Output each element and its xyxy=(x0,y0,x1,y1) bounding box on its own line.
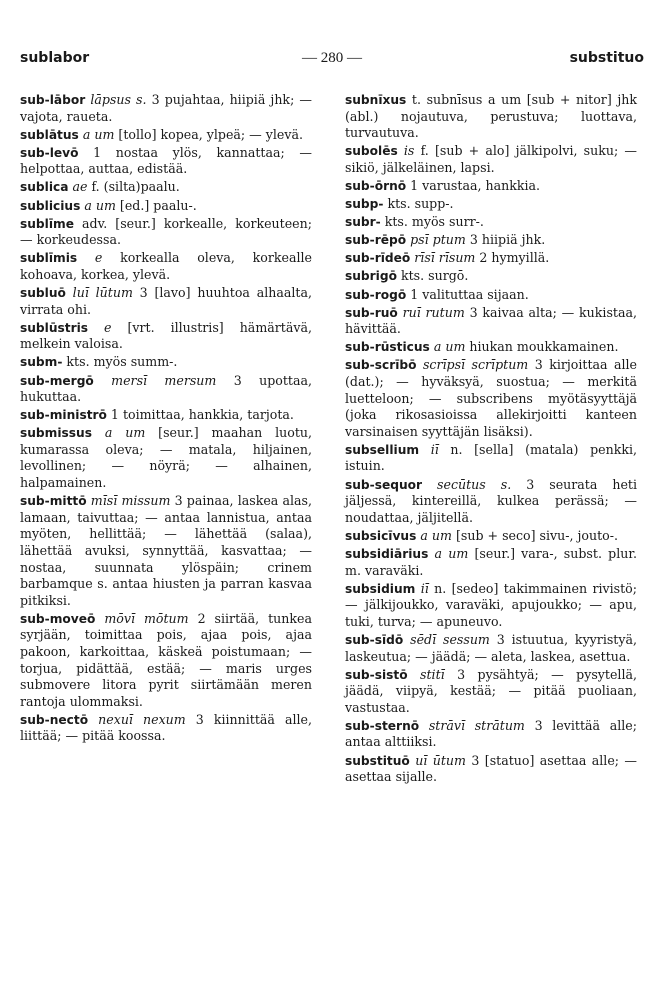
entry-forms: a um xyxy=(91,425,146,441)
entry-headword: sub-ōrnō xyxy=(345,178,407,193)
entry-forms: nexuī nexum xyxy=(88,711,186,727)
running-head-left: sublabor xyxy=(20,50,90,66)
left-column xyxy=(20,92,312,747)
entry-headword: sub-mergō xyxy=(20,373,94,388)
entry-forms: psī ptum xyxy=(406,232,466,248)
entry-definition: 3 hiipiä jhk. xyxy=(465,232,546,248)
entry-definition: n. [sedeo] takimmainen rivistö; — jälkijoukko, varaväki, apujoukko; — apu, tuki, turva; — apuneuvo. xyxy=(345,580,637,629)
dictionary-entry xyxy=(20,407,312,424)
entry-headword: sub-ministrō xyxy=(20,408,107,423)
entry-definition: 2 siirtää, tunkea syrjään, toimittaa pois, ajaa pois, ajaa pakoon, karkoittaa, käskeä poistumaan; — torjua, pidättää, estää; — maris urges submovere litora pyrit siirtämään meren rantoja ulommaksi. xyxy=(20,610,312,709)
entry-forms: stitī xyxy=(407,666,445,682)
entry-definition: [seur.] maahan luotu, kumarassa oleva; — matala, hiljainen, levollinen; — nöyrä; — alhainen, halpamainen. xyxy=(20,425,312,491)
entry-headword: sublīmis xyxy=(20,251,78,266)
entry-definition: 1 toimittaa, hankkia, tarjota. xyxy=(106,407,294,423)
entry-forms: is xyxy=(397,143,415,159)
dictionary-entry xyxy=(345,287,637,304)
running-head-right: substituo xyxy=(569,50,644,66)
entry-definition: kts. myös surr-. xyxy=(380,214,484,230)
entry-headword: substituō xyxy=(345,753,410,768)
entry-definition: 1 nostaa ylös, kannattaa; — helpottaa, auttaa, edistää. xyxy=(20,144,312,177)
dictionary-entry xyxy=(345,357,637,440)
entry-forms: rīsī rīsum xyxy=(410,250,476,266)
dictionary-entry xyxy=(345,92,637,142)
entry-forms: scrīpsī scrīptum xyxy=(416,357,529,373)
entry-definition: f. (silta)paalu. xyxy=(87,179,180,195)
entry-forms: a um xyxy=(78,126,115,142)
entry-headword: sub-lābor xyxy=(20,93,86,107)
page-number: — 280 — xyxy=(302,50,362,66)
dictionary-entry xyxy=(345,546,637,579)
dictionary-entry xyxy=(20,425,312,491)
entry-definition: 3 istuutua, kyyristyä, laskeutua; — jäädä; — aleta, laskea, asettua. xyxy=(345,631,637,664)
entry-definition: adv. [seur.] korkealle, korkeuteen; — korkeudessa. xyxy=(20,215,312,248)
entry-definition: 3 pysähtyä; — pysytellä, jäädä, viipyä, kestää; — pitää puoliaan, vastustaa. xyxy=(345,666,637,715)
entry-headword: sub-rūsticus xyxy=(345,340,430,355)
dictionary-entry xyxy=(345,667,637,717)
entry-forms: strāvī strātum xyxy=(419,717,525,733)
entry-forms: lāpsus s. xyxy=(85,92,147,107)
entry-headword: subm- xyxy=(20,355,63,370)
entry-headword: sub-scrībō xyxy=(345,358,417,373)
entry-headword: subr- xyxy=(345,215,381,230)
entry-definition: kts. myös summ-. xyxy=(62,354,178,370)
dictionary-entry xyxy=(345,178,637,195)
entry-definition: 1 valituttaa sijaan. xyxy=(406,286,529,302)
entry-forms: iī xyxy=(419,441,439,457)
entry-forms: mōvī mōtum xyxy=(95,610,189,626)
entry-headword: subsellium xyxy=(345,442,420,457)
dictionary-entry xyxy=(345,753,637,786)
dictionary-entry xyxy=(20,145,312,178)
entry-headword: sub-rogō xyxy=(345,287,407,302)
entry-headword: sublicius xyxy=(20,198,81,213)
entry-definition: 1 varustaa, hankkia. xyxy=(406,177,541,193)
dictionary-entry xyxy=(20,354,312,371)
dictionary-entry xyxy=(345,268,637,285)
entry-forms: a um xyxy=(429,339,466,355)
entry-definition: f. [sub + alo] jälkipolvi, suku; — sikiö, jälkeläinen, lapsi. xyxy=(345,143,637,175)
entry-definition: 3 levittää alle; antaa alttiiksi. xyxy=(345,717,637,750)
entry-forms: iī xyxy=(415,580,429,596)
entry-definition: [ed.] paalu-. xyxy=(115,197,197,213)
entry-definition: 3 [statuo] asettaa alle; — asettaa sijalle. xyxy=(345,752,638,785)
dictionary-entry xyxy=(345,581,637,631)
entry-definition: 3 kaivaa alta; — kukistaa, hävittää. xyxy=(345,304,637,337)
entry-headword: sub-sīdō xyxy=(345,632,404,647)
entry-forms: a um xyxy=(416,527,452,543)
entry-definition: korkealla oleva, korkealle kohoava, korkea, ylevä. xyxy=(20,250,312,282)
dictionary-entry xyxy=(345,718,637,751)
dictionary-entry xyxy=(20,712,312,745)
entry-definition: [seur.] vara-, subst. plur. m. varaväki. xyxy=(345,545,637,578)
entry-headword: sub-rīdeō xyxy=(345,251,411,266)
dictionary-entry xyxy=(345,442,637,475)
entry-headword: sub-sistō xyxy=(345,667,408,682)
entry-headword: subsidiārius xyxy=(345,546,429,561)
dictionary-entry xyxy=(345,143,637,176)
entry-headword: sub-sternō xyxy=(345,718,420,733)
entry-headword: sublīme xyxy=(20,216,74,231)
entry-headword: subsicīvus xyxy=(345,528,417,543)
entry-headword: sub-mittō xyxy=(20,494,87,509)
entry-headword: sub-ruō xyxy=(345,305,398,320)
dictionary-entry xyxy=(20,198,312,215)
entry-headword: sub-sequor xyxy=(345,477,423,492)
dictionary-entry xyxy=(345,528,637,545)
entry-forms: e xyxy=(88,319,112,335)
entry-headword: sub-nectō xyxy=(20,712,89,727)
dictionary-entry xyxy=(345,339,637,356)
entry-headword: sub-moveō xyxy=(20,611,96,626)
entry-definition: [tollo] kopea, ylpeä; — ylevä. xyxy=(114,126,303,142)
entry-definition: kts. supp-. xyxy=(383,196,454,212)
dictionary-entry xyxy=(20,250,312,283)
entry-definition: 3 kiinnittää alle, liittää; — pitää koossa. xyxy=(20,711,313,744)
entry-headword: sub-levō xyxy=(20,145,79,160)
entry-definition: 3 pujahtaa, hiipiä jhk; — vajota, raueta. xyxy=(20,92,312,124)
entry-forms: secūtus s. xyxy=(422,476,512,492)
entry-headword: subnīxus xyxy=(345,93,407,107)
entry-forms: e xyxy=(77,250,103,266)
entry-definition: kts. surgō. xyxy=(396,268,469,284)
entry-definition: hiukan moukkamainen. xyxy=(465,339,619,355)
entry-definition: 3 [lavo] huuhtoa alhaalta, virrata ohi. xyxy=(20,285,312,317)
entry-definition: t. subnīsus a um [sub + nitor] jhk (abl.) nojautuva, perustuva; luottava, turvautuva. xyxy=(345,92,637,141)
entry-forms: mīsī missum xyxy=(86,493,171,509)
dictionary-entry xyxy=(345,196,637,213)
entry-forms: uī ūtum xyxy=(409,752,466,768)
dictionary-entry xyxy=(20,373,312,406)
dictionary-entry xyxy=(20,179,312,196)
dictionary-entry xyxy=(20,320,312,353)
entry-headword: subolēs xyxy=(345,144,398,159)
entry-headword: submissus xyxy=(20,426,92,441)
entry-forms: ruī rutum xyxy=(397,304,465,320)
entry-headword: sublūstris xyxy=(20,320,89,335)
entry-definition: [sub + seco] sivu-, jouto-. xyxy=(451,527,619,543)
dictionary-entry xyxy=(20,493,312,609)
dictionary-entry xyxy=(20,611,312,711)
entry-headword: sub-rēpō xyxy=(345,233,407,248)
dictionary-entry xyxy=(345,232,637,249)
entry-definition: [vrt. illustris] hämärtävä, melkein valoisa. xyxy=(20,319,312,352)
dictionary-entry xyxy=(20,127,312,144)
entry-forms: sēdī sessum xyxy=(403,631,490,647)
entry-headword: subp- xyxy=(345,197,384,212)
entry-definition: 2 hymyillä. xyxy=(475,250,550,266)
entry-forms: a um xyxy=(428,545,469,561)
dictionary-entry xyxy=(345,305,637,338)
entry-definition: 3 seurata heti jäljessä, kintereillä, kulkea perässä; — noudattaa, jäljitellä. xyxy=(345,476,637,525)
dictionary-entry xyxy=(345,632,637,665)
entry-forms: mersī mersum xyxy=(93,372,217,388)
dictionary-entry xyxy=(345,214,637,231)
entry-definition: 3 upottaa, hukuttaa. xyxy=(20,372,312,405)
entry-definition: n. [sella] (matala) penkki, istuin. xyxy=(345,441,638,474)
right-column xyxy=(345,92,637,787)
entry-forms: luī lūtum xyxy=(65,285,133,301)
dictionary-entry xyxy=(20,285,312,318)
entry-definition: 3 painaa, laskea alas, lamaan, taivuttaa; — antaa lannistua, antaa myöten, hellittää; — lähettää (salaa), lähettää avuksi, synnyttää, kasvattaa; — nostaa, suunnata ylöspäin; crinem barbamque s. antaa hiusten ja parran kasvaa pitkiksi. xyxy=(20,493,312,608)
entry-headword: subsidium xyxy=(345,581,416,596)
entry-forms: a um xyxy=(80,197,116,213)
dictionary-entry xyxy=(20,92,312,125)
dictionary-entry xyxy=(20,216,312,249)
page-header xyxy=(20,50,644,72)
entry-headword: subrigō xyxy=(345,269,397,284)
dictionary-entry xyxy=(345,477,637,527)
entry-headword: sublica xyxy=(20,180,69,195)
entry-headword: subluō xyxy=(20,286,66,301)
dictionary-entry xyxy=(345,250,637,267)
entry-definition: 3 kirjoittaa alle (dat.); — hyväksyä, suostua; — merkitä luetteloon; — subscribens myötäsyyttäjä (joka rikosasioissa allekirjoitti kanteen varsinaisen syyttäjän lisäksi). xyxy=(345,357,637,439)
entry-forms: ae xyxy=(68,179,88,195)
entry-headword: sublātus xyxy=(20,127,79,142)
